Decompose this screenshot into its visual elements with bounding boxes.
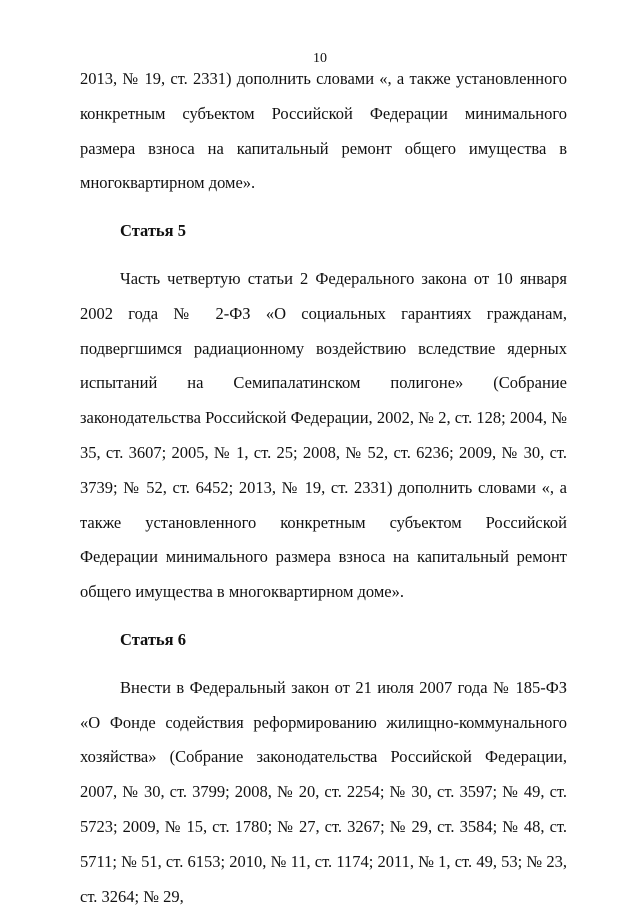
spacer [80, 201, 567, 214]
article-5-paragraph: Часть четвертую статьи 2 Федерального закона от 10 января 2002 года № 2-ФЗ «О социальных гарантиях гражданам, подвергшимся радиационному воздействию вследствие ядерных испытаний на Семипалатинском полигоне» (Собрание законодательства Российской Федерации, 2002, № 2, ст. 128; 2004, № 35, ст. 3607; 2005, № 1, ст. 25; 2008, № 52, ст. 6236; 2009, № 30, ст. 3739; № 52, ст. 6452; 2013, № 19, ст. 2331) дополнить словами «, а также установленного конкретным субъектом Российской Федерации минимального размера взноса на капитальный ремонт общего имущества в многоквартирном доме». [80, 268, 567, 602]
article-6-heading: Статья 6 [120, 629, 186, 649]
spacer [80, 658, 567, 671]
document-body [80, 62, 567, 914]
spacer [80, 249, 567, 262]
paragraph-continuation: 2013, № 19, ст. 2331) дополнить словами «, а также установленного конкретным субъектом Российской Федерации минимального размера взноса на капитальный ремонт общего имущества в многоквартирном доме». [80, 69, 567, 193]
article-6-paragraph: Внести в Федеральный закон от 21 июля 2007 года № 185-ФЗ «О Фонде содействия реформированию жилищно-коммунального хозяйства» (Собрание законодательства Российской Федерации, 2007, № 30, ст. 3799; 2008, № 20, ст. 2254; № 30, ст. 3597; № 49, ст. 5723; 2009, № 15, ст. 1780; № 27, ст. 3267; № 29, ст. 3584; № 48, ст. 5711; № 51, ст. 6153; 2010, № 11, ст. 1174; 2011, № 1, ст. 49, 53; № 23, ст. 3264; № 29, [80, 677, 567, 906]
article-5-heading: Статья 5 [120, 221, 186, 241]
page-number: 10 [313, 51, 327, 66]
spacer [80, 610, 567, 623]
